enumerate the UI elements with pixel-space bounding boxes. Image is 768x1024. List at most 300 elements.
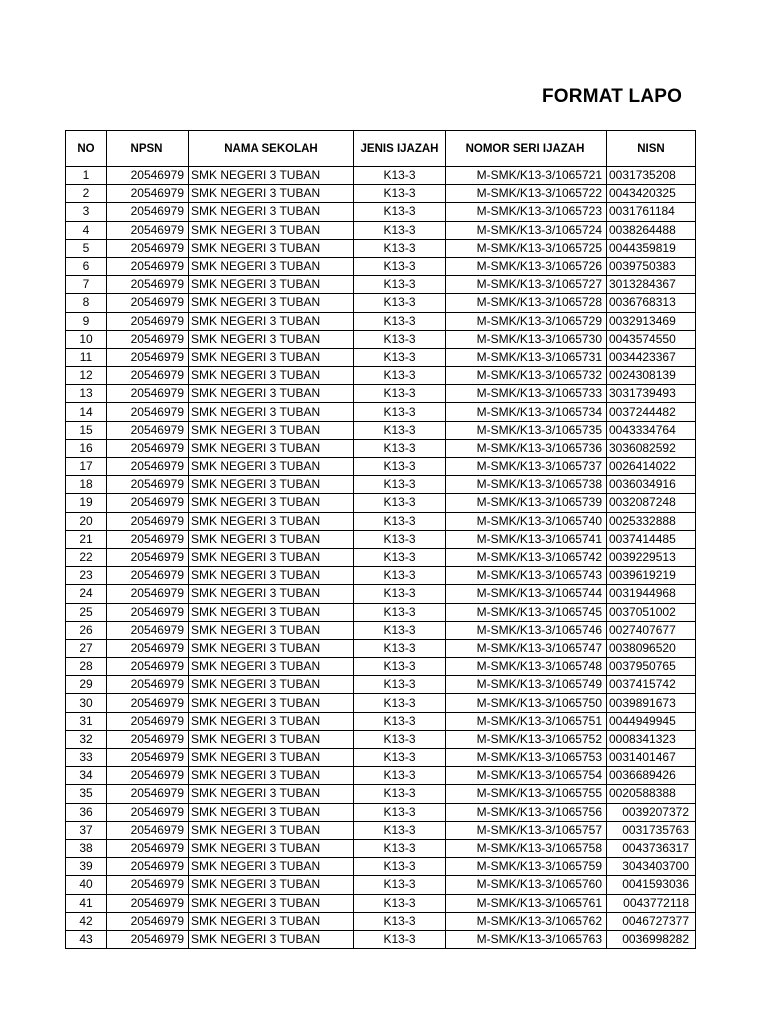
cell-npsn: 20546979 xyxy=(107,712,189,730)
cell-no: 10 xyxy=(66,330,107,348)
table-row xyxy=(66,603,696,621)
cell-nisn: 0031761184 xyxy=(607,203,696,221)
cell-type: K13-3 xyxy=(354,658,446,676)
cell-no: 17 xyxy=(66,458,107,476)
cell-type: K13-3 xyxy=(354,421,446,439)
table-row xyxy=(66,567,696,585)
cell-type: K13-3 xyxy=(354,767,446,785)
cell-npsn: 20546979 xyxy=(107,585,189,603)
table-row xyxy=(66,894,696,912)
cell-npsn: 20546979 xyxy=(107,694,189,712)
cell-npsn: 20546979 xyxy=(107,803,189,821)
cell-no: 7 xyxy=(66,276,107,294)
cell-no: 39 xyxy=(66,858,107,876)
cell-type: K13-3 xyxy=(354,530,446,548)
cell-school: SMK NEGERI 3 TUBAN xyxy=(189,767,354,785)
cell-school: SMK NEGERI 3 TUBAN xyxy=(189,821,354,839)
cell-type: K13-3 xyxy=(354,712,446,730)
cell-serial: M-SMK/K13-3/1065743 xyxy=(446,567,607,585)
cell-school: SMK NEGERI 3 TUBAN xyxy=(189,294,354,312)
cell-no: 41 xyxy=(66,894,107,912)
cell-npsn: 20546979 xyxy=(107,385,189,403)
column-header-type: JENIS IJAZAH xyxy=(354,131,446,167)
cell-npsn: 20546979 xyxy=(107,403,189,421)
cell-no: 35 xyxy=(66,785,107,803)
cell-npsn: 20546979 xyxy=(107,203,189,221)
cell-serial: M-SMK/K13-3/1065722 xyxy=(446,185,607,203)
cell-type: K13-3 xyxy=(354,676,446,694)
cell-no: 14 xyxy=(66,403,107,421)
cell-serial: M-SMK/K13-3/1065728 xyxy=(446,294,607,312)
cell-no: 36 xyxy=(66,803,107,821)
cell-nisn: 0020588388 xyxy=(607,785,696,803)
cell-serial: M-SMK/K13-3/1065731 xyxy=(446,348,607,366)
table-row xyxy=(66,458,696,476)
cell-school: SMK NEGERI 3 TUBAN xyxy=(189,785,354,803)
cell-no: 38 xyxy=(66,839,107,857)
cell-npsn: 20546979 xyxy=(107,767,189,785)
cell-no: 34 xyxy=(66,767,107,785)
cell-npsn: 20546979 xyxy=(107,494,189,512)
cell-serial: M-SMK/K13-3/1065754 xyxy=(446,767,607,785)
table-row xyxy=(66,658,696,676)
cell-npsn: 20546979 xyxy=(107,221,189,239)
cell-no: 2 xyxy=(66,185,107,203)
cell-no: 5 xyxy=(66,239,107,257)
cell-serial: M-SMK/K13-3/1065752 xyxy=(446,730,607,748)
cell-nisn: 0043736317 xyxy=(607,839,696,857)
cell-school: SMK NEGERI 3 TUBAN xyxy=(189,839,354,857)
cell-no: 11 xyxy=(66,348,107,366)
column-header-npsn: NPSN xyxy=(107,131,189,167)
column-header-no: NO xyxy=(66,131,107,167)
cell-school: SMK NEGERI 3 TUBAN xyxy=(189,894,354,912)
cell-npsn: 20546979 xyxy=(107,658,189,676)
cell-serial: M-SMK/K13-3/1065759 xyxy=(446,858,607,876)
cell-serial: M-SMK/K13-3/1065734 xyxy=(446,403,607,421)
cell-serial: M-SMK/K13-3/1065729 xyxy=(446,312,607,330)
cell-nisn: 0039619219 xyxy=(607,567,696,585)
cell-no: 29 xyxy=(66,676,107,694)
column-header-serial: NOMOR SERI IJAZAH xyxy=(446,131,607,167)
cell-npsn: 20546979 xyxy=(107,185,189,203)
cell-school: SMK NEGERI 3 TUBAN xyxy=(189,621,354,639)
cell-npsn: 20546979 xyxy=(107,239,189,257)
table-row xyxy=(66,839,696,857)
cell-type: K13-3 xyxy=(354,567,446,585)
cell-type: K13-3 xyxy=(354,803,446,821)
table-row xyxy=(66,221,696,239)
cell-npsn: 20546979 xyxy=(107,621,189,639)
cell-nisn: 0043574550 xyxy=(607,330,696,348)
cell-type: K13-3 xyxy=(354,385,446,403)
cell-nisn: 0039891673 xyxy=(607,694,696,712)
table-header-row xyxy=(66,131,696,167)
table-row xyxy=(66,421,696,439)
table-row xyxy=(66,730,696,748)
table-row xyxy=(66,312,696,330)
cell-npsn: 20546979 xyxy=(107,548,189,566)
cell-type: K13-3 xyxy=(354,821,446,839)
cell-type: K13-3 xyxy=(354,858,446,876)
cell-nisn: 0034423367 xyxy=(607,348,696,366)
cell-school: SMK NEGERI 3 TUBAN xyxy=(189,185,354,203)
cell-type: K13-3 xyxy=(354,585,446,603)
cell-type: K13-3 xyxy=(354,185,446,203)
cell-type: K13-3 xyxy=(354,312,446,330)
cell-npsn: 20546979 xyxy=(107,530,189,548)
cell-nisn: 0037414485 xyxy=(607,530,696,548)
cell-serial: M-SMK/K13-3/1065749 xyxy=(446,676,607,694)
cell-type: K13-3 xyxy=(354,221,446,239)
cell-nisn: 0043420325 xyxy=(607,185,696,203)
cell-serial: M-SMK/K13-3/1065746 xyxy=(446,621,607,639)
cell-npsn: 20546979 xyxy=(107,439,189,457)
cell-no: 43 xyxy=(66,930,107,948)
cell-school: SMK NEGERI 3 TUBAN xyxy=(189,749,354,767)
cell-school: SMK NEGERI 3 TUBAN xyxy=(189,548,354,566)
table-row xyxy=(66,276,696,294)
cell-serial: M-SMK/K13-3/1065724 xyxy=(446,221,607,239)
cell-school: SMK NEGERI 3 TUBAN xyxy=(189,385,354,403)
cell-no: 31 xyxy=(66,712,107,730)
cell-no: 8 xyxy=(66,294,107,312)
cell-serial: M-SMK/K13-3/1065763 xyxy=(446,930,607,948)
cell-nisn: 0031735763 xyxy=(607,821,696,839)
cell-school: SMK NEGERI 3 TUBAN xyxy=(189,658,354,676)
cell-no: 16 xyxy=(66,439,107,457)
cell-nisn: 3031739493 xyxy=(607,385,696,403)
cell-type: K13-3 xyxy=(354,603,446,621)
table-row xyxy=(66,439,696,457)
cell-npsn: 20546979 xyxy=(107,567,189,585)
cell-nisn: 0039750383 xyxy=(607,257,696,275)
cell-npsn: 20546979 xyxy=(107,312,189,330)
cell-nisn: 0032087248 xyxy=(607,494,696,512)
cell-school: SMK NEGERI 3 TUBAN xyxy=(189,730,354,748)
cell-type: K13-3 xyxy=(354,476,446,494)
table-row xyxy=(66,676,696,694)
cell-type: K13-3 xyxy=(354,876,446,894)
cell-serial: M-SMK/K13-3/1065721 xyxy=(446,167,607,185)
cell-serial: M-SMK/K13-3/1065737 xyxy=(446,458,607,476)
cell-school: SMK NEGERI 3 TUBAN xyxy=(189,439,354,457)
table-row xyxy=(66,930,696,948)
cell-no: 25 xyxy=(66,603,107,621)
table-row xyxy=(66,476,696,494)
table-row xyxy=(66,367,696,385)
table-row xyxy=(66,548,696,566)
table-row xyxy=(66,185,696,203)
cell-no: 23 xyxy=(66,567,107,585)
cell-serial: M-SMK/K13-3/1065741 xyxy=(446,530,607,548)
cell-no: 1 xyxy=(66,167,107,185)
cell-npsn: 20546979 xyxy=(107,785,189,803)
cell-school: SMK NEGERI 3 TUBAN xyxy=(189,858,354,876)
cell-nisn: 0044949945 xyxy=(607,712,696,730)
cell-nisn: 0046727377 xyxy=(607,912,696,930)
cell-serial: M-SMK/K13-3/1065735 xyxy=(446,421,607,439)
cell-no: 15 xyxy=(66,421,107,439)
cell-type: K13-3 xyxy=(354,785,446,803)
cell-npsn: 20546979 xyxy=(107,676,189,694)
cell-type: K13-3 xyxy=(354,367,446,385)
cell-serial: M-SMK/K13-3/1065739 xyxy=(446,494,607,512)
cell-npsn: 20546979 xyxy=(107,603,189,621)
cell-no: 30 xyxy=(66,694,107,712)
table-row xyxy=(66,494,696,512)
table-row xyxy=(66,294,696,312)
cell-nisn: 0036689426 xyxy=(607,767,696,785)
cell-no: 40 xyxy=(66,876,107,894)
cell-npsn: 20546979 xyxy=(107,821,189,839)
cell-type: K13-3 xyxy=(354,694,446,712)
cell-nisn: 0036034916 xyxy=(607,476,696,494)
cell-nisn: 0037950765 xyxy=(607,658,696,676)
cell-serial: M-SMK/K13-3/1065730 xyxy=(446,330,607,348)
table-row xyxy=(66,785,696,803)
cell-npsn: 20546979 xyxy=(107,749,189,767)
cell-nisn: 0025332888 xyxy=(607,512,696,530)
cell-type: K13-3 xyxy=(354,894,446,912)
cell-school: SMK NEGERI 3 TUBAN xyxy=(189,494,354,512)
table-body xyxy=(66,167,696,949)
cell-serial: M-SMK/K13-3/1065725 xyxy=(446,239,607,257)
cell-nisn: 0036998282 xyxy=(607,930,696,948)
cell-npsn: 20546979 xyxy=(107,839,189,857)
cell-no: 26 xyxy=(66,621,107,639)
cell-serial: M-SMK/K13-3/1065762 xyxy=(446,912,607,930)
cell-type: K13-3 xyxy=(354,930,446,948)
cell-type: K13-3 xyxy=(354,403,446,421)
cell-nisn: 0031944968 xyxy=(607,585,696,603)
cell-no: 6 xyxy=(66,257,107,275)
page-title: FORMAT LAPO xyxy=(542,86,683,107)
cell-type: K13-3 xyxy=(354,494,446,512)
cell-type: K13-3 xyxy=(354,548,446,566)
cell-serial: M-SMK/K13-3/1065760 xyxy=(446,876,607,894)
cell-school: SMK NEGERI 3 TUBAN xyxy=(189,676,354,694)
cell-serial: M-SMK/K13-3/1065742 xyxy=(446,548,607,566)
cell-npsn: 20546979 xyxy=(107,294,189,312)
cell-nisn: 0038096520 xyxy=(607,639,696,657)
cell-type: K13-3 xyxy=(354,439,446,457)
cell-school: SMK NEGERI 3 TUBAN xyxy=(189,912,354,930)
cell-no: 28 xyxy=(66,658,107,676)
report-table xyxy=(65,130,696,949)
cell-school: SMK NEGERI 3 TUBAN xyxy=(189,458,354,476)
cell-npsn: 20546979 xyxy=(107,730,189,748)
cell-school: SMK NEGERI 3 TUBAN xyxy=(189,348,354,366)
table-row xyxy=(66,348,696,366)
cell-nisn: 3036082592 xyxy=(607,439,696,457)
column-header-nisn: NISN xyxy=(607,131,696,167)
cell-nisn: 0038264488 xyxy=(607,221,696,239)
cell-school: SMK NEGERI 3 TUBAN xyxy=(189,694,354,712)
cell-npsn: 20546979 xyxy=(107,257,189,275)
cell-school: SMK NEGERI 3 TUBAN xyxy=(189,567,354,585)
cell-serial: M-SMK/K13-3/1065726 xyxy=(446,257,607,275)
cell-school: SMK NEGERI 3 TUBAN xyxy=(189,167,354,185)
cell-serial: M-SMK/K13-3/1065750 xyxy=(446,694,607,712)
cell-type: K13-3 xyxy=(354,330,446,348)
table-row xyxy=(66,749,696,767)
cell-npsn: 20546979 xyxy=(107,421,189,439)
cell-type: K13-3 xyxy=(354,912,446,930)
cell-npsn: 20546979 xyxy=(107,167,189,185)
cell-serial: M-SMK/K13-3/1065736 xyxy=(446,439,607,457)
column-header-school: NAMA SEKOLAH xyxy=(189,131,354,167)
cell-npsn: 20546979 xyxy=(107,930,189,948)
cell-school: SMK NEGERI 3 TUBAN xyxy=(189,585,354,603)
cell-npsn: 20546979 xyxy=(107,367,189,385)
cell-nisn: 0008341323 xyxy=(607,730,696,748)
cell-no: 20 xyxy=(66,512,107,530)
cell-school: SMK NEGERI 3 TUBAN xyxy=(189,203,354,221)
cell-type: K13-3 xyxy=(354,621,446,639)
cell-school: SMK NEGERI 3 TUBAN xyxy=(189,276,354,294)
cell-school: SMK NEGERI 3 TUBAN xyxy=(189,221,354,239)
cell-no: 9 xyxy=(66,312,107,330)
cell-nisn: 0037244482 xyxy=(607,403,696,421)
table-row xyxy=(66,385,696,403)
cell-type: K13-3 xyxy=(354,276,446,294)
table-row xyxy=(66,621,696,639)
cell-school: SMK NEGERI 3 TUBAN xyxy=(189,257,354,275)
table-row xyxy=(66,167,696,185)
cell-school: SMK NEGERI 3 TUBAN xyxy=(189,239,354,257)
cell-npsn: 20546979 xyxy=(107,912,189,930)
cell-nisn: 0031735208 xyxy=(607,167,696,185)
cell-school: SMK NEGERI 3 TUBAN xyxy=(189,312,354,330)
cell-no: 19 xyxy=(66,494,107,512)
cell-no: 13 xyxy=(66,385,107,403)
cell-type: K13-3 xyxy=(354,203,446,221)
cell-npsn: 20546979 xyxy=(107,476,189,494)
cell-serial: M-SMK/K13-3/1065723 xyxy=(446,203,607,221)
cell-serial: M-SMK/K13-3/1065733 xyxy=(446,385,607,403)
cell-serial: M-SMK/K13-3/1065748 xyxy=(446,658,607,676)
table-row xyxy=(66,803,696,821)
cell-nisn: 3013284367 xyxy=(607,276,696,294)
cell-npsn: 20546979 xyxy=(107,348,189,366)
table-row xyxy=(66,239,696,257)
cell-school: SMK NEGERI 3 TUBAN xyxy=(189,512,354,530)
cell-nisn: 0039229513 xyxy=(607,548,696,566)
cell-school: SMK NEGERI 3 TUBAN xyxy=(189,403,354,421)
cell-type: K13-3 xyxy=(354,458,446,476)
table-row xyxy=(66,403,696,421)
cell-npsn: 20546979 xyxy=(107,639,189,657)
cell-no: 37 xyxy=(66,821,107,839)
cell-type: K13-3 xyxy=(354,512,446,530)
cell-nisn: 0043334764 xyxy=(607,421,696,439)
table-row xyxy=(66,767,696,785)
cell-serial: M-SMK/K13-3/1065727 xyxy=(446,276,607,294)
cell-npsn: 20546979 xyxy=(107,458,189,476)
cell-no: 12 xyxy=(66,367,107,385)
cell-serial: M-SMK/K13-3/1065753 xyxy=(446,749,607,767)
cell-type: K13-3 xyxy=(354,348,446,366)
cell-no: 27 xyxy=(66,639,107,657)
cell-type: K13-3 xyxy=(354,294,446,312)
cell-school: SMK NEGERI 3 TUBAN xyxy=(189,803,354,821)
cell-nisn: 0031401467 xyxy=(607,749,696,767)
cell-no: 33 xyxy=(66,749,107,767)
cell-no: 24 xyxy=(66,585,107,603)
cell-school: SMK NEGERI 3 TUBAN xyxy=(189,330,354,348)
cell-npsn: 20546979 xyxy=(107,876,189,894)
cell-serial: M-SMK/K13-3/1065757 xyxy=(446,821,607,839)
table-row xyxy=(66,876,696,894)
cell-nisn: 0024308139 xyxy=(607,367,696,385)
cell-serial: M-SMK/K13-3/1065755 xyxy=(446,785,607,803)
table-row xyxy=(66,203,696,221)
cell-npsn: 20546979 xyxy=(107,512,189,530)
cell-npsn: 20546979 xyxy=(107,894,189,912)
cell-nisn: 0036768313 xyxy=(607,294,696,312)
cell-serial: M-SMK/K13-3/1065761 xyxy=(446,894,607,912)
cell-serial: M-SMK/K13-3/1065751 xyxy=(446,712,607,730)
table-row xyxy=(66,694,696,712)
cell-nisn: 0026414022 xyxy=(607,458,696,476)
cell-nisn: 0041593036 xyxy=(607,876,696,894)
cell-serial: M-SMK/K13-3/1065740 xyxy=(446,512,607,530)
cell-serial: M-SMK/K13-3/1065758 xyxy=(446,839,607,857)
table-row xyxy=(66,585,696,603)
cell-no: 18 xyxy=(66,476,107,494)
cell-school: SMK NEGERI 3 TUBAN xyxy=(189,876,354,894)
cell-type: K13-3 xyxy=(354,167,446,185)
cell-serial: M-SMK/K13-3/1065732 xyxy=(446,367,607,385)
cell-nisn: 0037415742 xyxy=(607,676,696,694)
cell-nisn: 0032913469 xyxy=(607,312,696,330)
cell-nisn: 0039207372 xyxy=(607,803,696,821)
cell-type: K13-3 xyxy=(354,730,446,748)
cell-nisn: 0044359819 xyxy=(607,239,696,257)
cell-school: SMK NEGERI 3 TUBAN xyxy=(189,930,354,948)
cell-nisn: 0043772118 xyxy=(607,894,696,912)
cell-type: K13-3 xyxy=(354,257,446,275)
cell-serial: M-SMK/K13-3/1065756 xyxy=(446,803,607,821)
table-row xyxy=(66,912,696,930)
cell-npsn: 20546979 xyxy=(107,858,189,876)
cell-no: 22 xyxy=(66,548,107,566)
cell-type: K13-3 xyxy=(354,639,446,657)
cell-school: SMK NEGERI 3 TUBAN xyxy=(189,712,354,730)
cell-serial: M-SMK/K13-3/1065738 xyxy=(446,476,607,494)
table-row xyxy=(66,858,696,876)
table-row xyxy=(66,257,696,275)
cell-no: 21 xyxy=(66,530,107,548)
table-row xyxy=(66,821,696,839)
cell-nisn: 0027407677 xyxy=(607,621,696,639)
table-row xyxy=(66,512,696,530)
table-row xyxy=(66,530,696,548)
table-row xyxy=(66,712,696,730)
cell-npsn: 20546979 xyxy=(107,330,189,348)
cell-no: 4 xyxy=(66,221,107,239)
cell-no: 42 xyxy=(66,912,107,930)
cell-serial: M-SMK/K13-3/1065747 xyxy=(446,639,607,657)
cell-serial: M-SMK/K13-3/1065744 xyxy=(446,585,607,603)
cell-school: SMK NEGERI 3 TUBAN xyxy=(189,530,354,548)
cell-school: SMK NEGERI 3 TUBAN xyxy=(189,476,354,494)
cell-school: SMK NEGERI 3 TUBAN xyxy=(189,639,354,657)
cell-no: 32 xyxy=(66,730,107,748)
table-row xyxy=(66,330,696,348)
cell-school: SMK NEGERI 3 TUBAN xyxy=(189,421,354,439)
